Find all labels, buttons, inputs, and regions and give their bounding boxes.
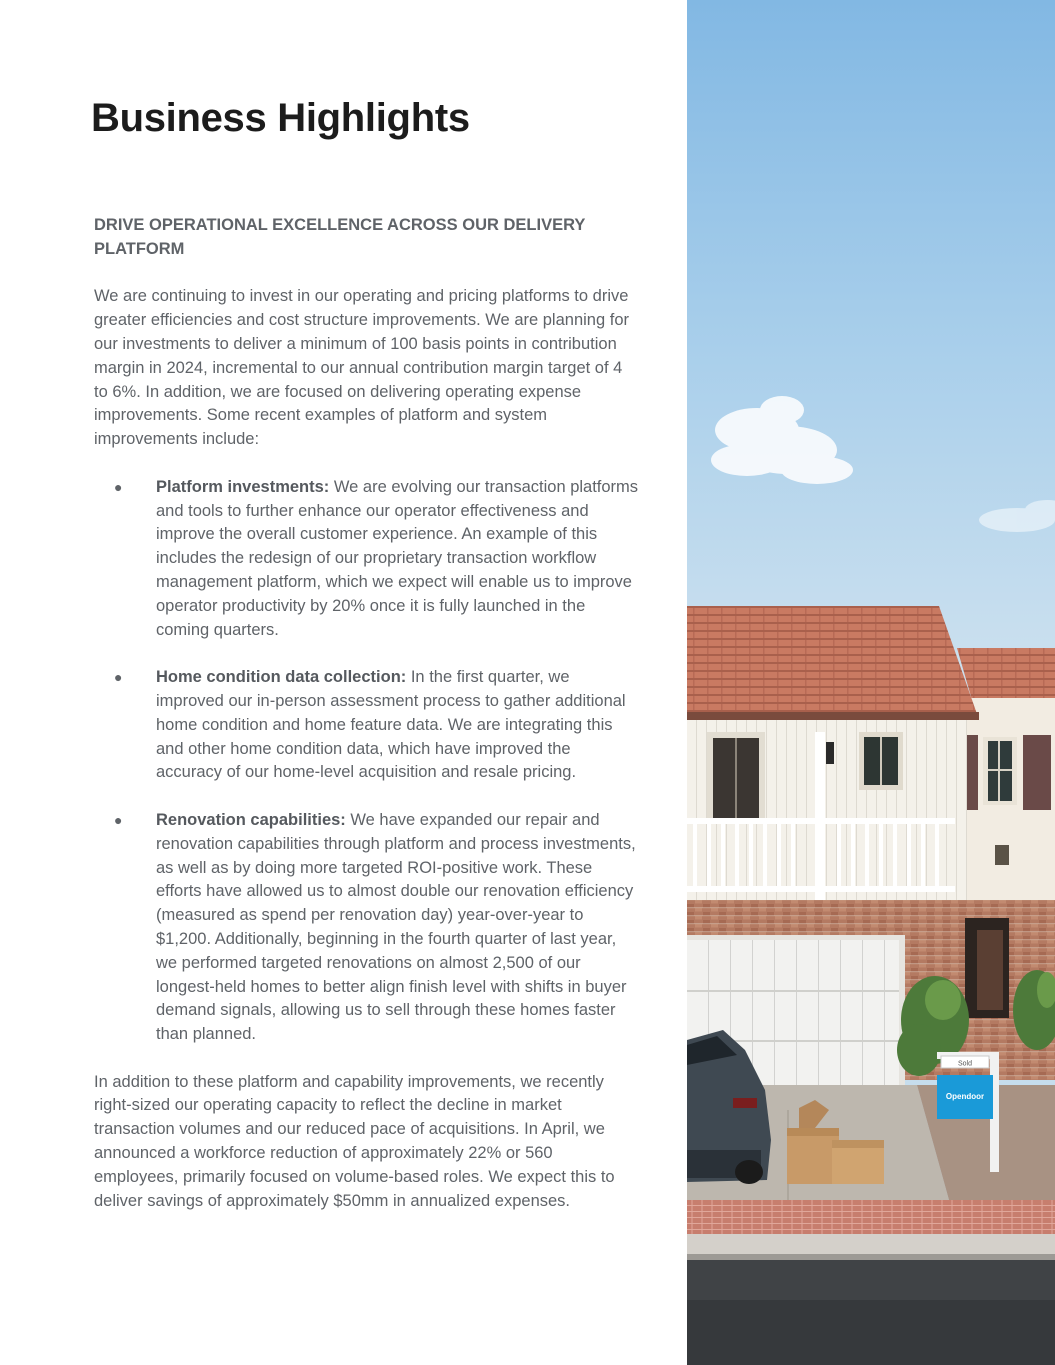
page-title: Business Highlights [91, 96, 470, 140]
body-text [94, 214, 639, 1237]
house-illustration [687, 0, 1055, 1365]
bullet-text: In the first quarter, we improved our in-person assessment process to gather additional home condition and home feature data. We are integrating this and other home condition data, which have improved the accuracy of our home-level acquisition and resale pricing. [156, 668, 626, 782]
bullet-lead: Home condition data collection: [156, 668, 407, 687]
house-photo [687, 0, 1055, 1365]
section-heading [94, 214, 639, 262]
list-item [94, 809, 639, 1047]
sign-rider-text: Sold [957, 1060, 973, 1068]
section-heading-line2: PLATFORM [94, 239, 185, 258]
sign-brand-text: Opendoor [945, 1092, 985, 1101]
bullet-icon: ● [114, 669, 123, 686]
list-item [94, 666, 639, 785]
closing-paragraph: In addition to these platform and capability improvements, we recently right-sized our operating capacity to reflect the decline in market transaction volumes and our reduced pace of acquisitions. In April, we announced a workforce reduction of approximately 22% or 560 employees, primarily focused on volume-based roles. We expect this to deliver savings of approximately $50mm in annualized expenses. [94, 1072, 615, 1210]
bullet-lead: Platform investments: [156, 477, 330, 496]
section-heading-line1: DRIVE OPERATIONAL EXCELLENCE ACROSS OUR DELIVERY [94, 216, 586, 234]
bullet-text: We have expanded our repair and renovation capabilities through platform and process investments, as well as by doing more targeted ROI-positive work. These efforts have allowed us to almost double our renovation efficiency (measured as spend per renovation day) year-over-year to $1,200. Additionally, beginning in the fourth quarter of last year, we performed targeted renovations on almost 2,500 of our longest-held homes to better align finish level with shifts in buyer demand signals, allowing us to sell through these homes faster than planned. [156, 810, 636, 1044]
bullet-lead: Renovation capabilities: [156, 810, 346, 829]
list-item [94, 476, 639, 643]
improvements-list [94, 476, 639, 1047]
intro-paragraph: We are continuing to invest in our operating and pricing platforms to drive greater efficiencies and cost structure improvements. We are planning for our investments to deliver a minimum of 100 basis points in contribution margin in 2024, incremental to our annual contribution margin target of 4 to 6%. In addition, we are focused on delivering operating expense improvements. Some recent examples of platform and system improvements include: [94, 287, 629, 449]
bullet-icon: ● [114, 478, 123, 495]
bullet-icon: ● [114, 811, 123, 828]
bullet-text: We are evolving our transaction platforms and tools to further enhance our operator effectiveness and improve the overall customer experience. An example of this includes the redesign of our proprietary transaction workflow management platform, which we expect will enable us to improve operator productivity by 20% once it is fully launched in the coming quarters. [156, 477, 639, 639]
